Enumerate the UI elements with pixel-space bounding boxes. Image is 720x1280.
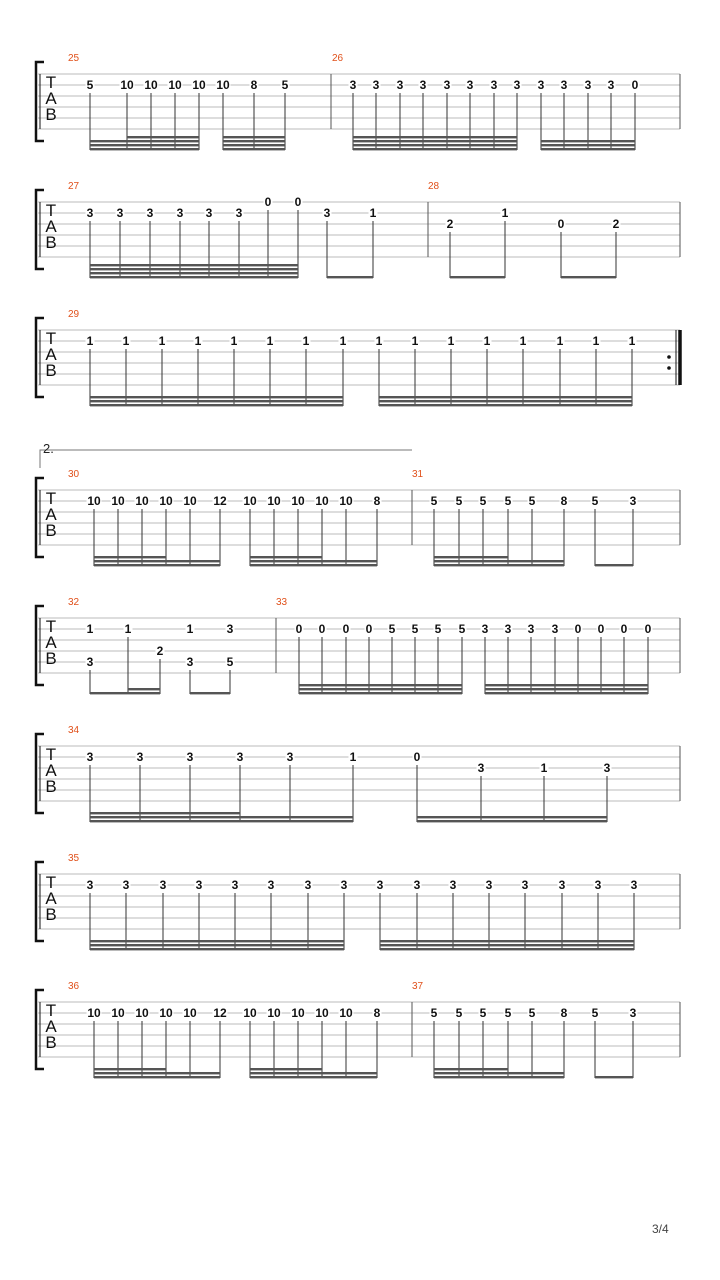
note-beam [595,564,633,566]
fret-number: 5 [528,494,536,508]
fret-number: 1 [447,334,455,348]
fret-number: 0 [294,195,302,209]
fret-number: 1 [158,334,166,348]
fret-number: 1 [375,334,383,348]
fret-number: 3 [136,750,144,764]
note-beam [379,404,632,406]
note-beam [561,276,616,278]
fret-number: 10 [192,78,206,92]
note-beam [250,560,377,562]
fret-number: 8 [560,1006,568,1020]
fret-number: 1 [186,622,194,636]
fret-number: 5 [591,494,599,508]
note-beam [190,692,230,694]
measure-number: 28 [428,181,440,192]
fret-number: 3 [419,78,427,92]
note-beam [434,564,564,566]
fret-number: 5 [504,494,512,508]
fret-number: 10 [111,1006,125,1020]
note-beam [541,148,635,150]
fret-number: 1 [86,622,94,636]
note-beam [90,264,298,266]
note-beam [90,400,343,402]
note-beam [90,820,353,822]
fret-number: 3 [551,622,559,636]
fret-number: 3 [504,622,512,636]
fret-number: 10 [243,494,257,508]
tab-clef-letter: B [45,361,57,380]
note-beam [353,148,517,150]
fret-number: 3 [340,878,348,892]
note-beam [541,140,635,142]
repeat-dot [667,366,671,370]
tab-clef-letter: B [45,905,57,924]
note-beam [94,1068,166,1070]
fret-number: 0 [597,622,605,636]
note-beam [380,944,634,946]
fret-number: 10 [159,1006,173,1020]
fret-number: 3 [86,655,94,669]
fret-number: 10 [216,78,230,92]
note-beam [299,688,462,690]
fret-number: 3 [176,206,184,220]
tab-clef-letter: T [45,489,57,508]
note-beam [90,140,199,142]
fret-number: 3 [226,622,234,636]
fret-number: 10 [168,78,182,92]
fret-number: 1 [302,334,310,348]
fret-number: 10 [339,494,353,508]
page-number: 3/4 [652,1222,669,1236]
fret-number: 0 [365,622,373,636]
fret-number: 3 [629,494,637,508]
fret-number: 10 [315,494,329,508]
note-beam [223,144,285,146]
fret-number: 3 [146,206,154,220]
note-beam [485,688,648,690]
fret-number: 3 [186,655,194,669]
fret-number: 3 [376,878,384,892]
fret-number: 1 [369,206,377,220]
note-beam [127,136,199,138]
note-beam [380,940,634,942]
fret-number: 3 [449,878,457,892]
fret-number: 3 [481,622,489,636]
note-beam [417,816,607,818]
note-beam [379,396,632,398]
note-beam [485,692,648,694]
measure-number: 32 [68,597,80,608]
fret-number: 8 [373,494,381,508]
fret-number: 3 [466,78,474,92]
fret-number: 3 [413,878,421,892]
fret-number: 5 [591,1006,599,1020]
tab-clef-letter: B [45,1033,57,1052]
note-beam [90,144,199,146]
fret-number: 0 [264,195,272,209]
fret-number: 5 [281,78,289,92]
note-beam [353,140,517,142]
fret-number: 3 [584,78,592,92]
measure-number: 37 [412,981,424,992]
note-beam [223,140,285,142]
fret-number: 3 [513,78,521,92]
fret-number: 3 [396,78,404,92]
note-beam [90,692,160,694]
fret-number: 5 [455,1006,463,1020]
fret-number: 1 [540,761,548,775]
repeat-dot [667,355,671,359]
fret-number: 3 [195,878,203,892]
note-beam [223,136,285,138]
note-beam [90,148,199,150]
note-beam [450,276,505,278]
tab-clef-letter: T [45,745,57,764]
fret-number: 3 [235,206,243,220]
note-beam [94,1076,220,1078]
fret-number: 10 [135,1006,149,1020]
fret-number: 3 [267,878,275,892]
fret-number: 10 [315,1006,329,1020]
fret-number: 2 [612,217,620,231]
fret-number: 3 [443,78,451,92]
note-beam [90,272,298,274]
fret-number: 0 [574,622,582,636]
fret-number: 10 [144,78,158,92]
fret-number: 3 [231,878,239,892]
measure-number: 34 [68,725,80,736]
tab-clef-letter: T [45,617,57,636]
note-beam [90,276,298,278]
fret-number: 10 [339,1006,353,1020]
fret-number: 3 [560,78,568,92]
note-beam [128,688,160,690]
fret-number: 12 [213,1006,227,1020]
note-beam [434,1072,564,1074]
fret-number: 10 [120,78,134,92]
note-beam [380,948,634,950]
tab-clef-letter: A [45,633,57,652]
note-beam [250,564,377,566]
fret-number: 5 [430,494,438,508]
note-beam [90,944,344,946]
fret-number: 12 [213,494,227,508]
measure-number: 25 [68,53,80,64]
fret-number: 10 [267,494,281,508]
fret-number: 5 [528,1006,536,1020]
tab-clef-letter: B [45,233,57,252]
fret-number: 3 [323,206,331,220]
note-beam [434,1076,564,1078]
fret-number: 10 [111,494,125,508]
note-beam [94,560,220,562]
tab-clef-letter: B [45,777,57,796]
fret-number: 3 [630,878,638,892]
note-beam [434,556,508,558]
tab-clef-letter: A [45,1017,57,1036]
fret-number: 1 [266,334,274,348]
fret-number: 1 [122,334,130,348]
tab-clef-letter: B [45,105,57,124]
tab-clef-letter: A [45,889,57,908]
fret-number: 1 [230,334,238,348]
fret-number: 0 [295,622,303,636]
measure-number: 36 [68,981,80,992]
fret-number: 0 [557,217,565,231]
fret-number: 3 [521,878,529,892]
fret-number: 8 [250,78,258,92]
fret-number: 3 [236,750,244,764]
fret-number: 3 [603,761,611,775]
fret-number: 3 [122,878,130,892]
fret-number: 3 [86,750,94,764]
note-beam [250,1068,322,1070]
note-beam [94,556,166,558]
note-beam [250,556,322,558]
note-beam [250,1072,377,1074]
fret-number: 3 [186,750,194,764]
measure-number: 35 [68,853,80,864]
fret-number: 3 [86,878,94,892]
note-beam [90,816,353,818]
fret-number: 0 [644,622,652,636]
note-beam [485,684,648,686]
fret-number: 10 [135,494,149,508]
note-beam [94,564,220,566]
fret-number: 5 [226,655,234,669]
note-beam [250,1076,377,1078]
note-beam [90,948,344,950]
measure-number: 31 [412,469,424,480]
fret-number: 3 [477,761,485,775]
note-beam [90,404,343,406]
fret-number: 2 [156,644,164,658]
tab-clef-letter: A [45,505,57,524]
fret-number: 8 [373,1006,381,1020]
note-beam [94,1072,220,1074]
tab-clef-letter: T [45,73,57,92]
fret-number: 1 [628,334,636,348]
fret-number: 0 [318,622,326,636]
fret-number: 5 [388,622,396,636]
fret-number: 1 [411,334,419,348]
tab-clef-letter: T [45,329,57,348]
fret-number: 1 [483,334,491,348]
measure-number: 27 [68,181,80,192]
fret-number: 1 [519,334,527,348]
fret-number: 3 [607,78,615,92]
note-beam [595,1076,633,1078]
note-beam [434,1068,508,1070]
note-beam [299,684,462,686]
fret-number: 5 [434,622,442,636]
measure-number: 30 [68,469,80,480]
fret-number: 0 [631,78,639,92]
tab-clef-letter: A [45,345,57,364]
fret-number: 10 [183,494,197,508]
fret-number: 10 [87,1006,101,1020]
note-beam [353,144,517,146]
fret-number: 2 [446,217,454,231]
measure-number: 33 [276,597,288,608]
fret-number: 3 [490,78,498,92]
note-beam [90,396,343,398]
fret-number: 3 [86,206,94,220]
fret-number: 1 [86,334,94,348]
note-beam [541,144,635,146]
fret-number: 1 [194,334,202,348]
fret-number: 5 [430,1006,438,1020]
fret-number: 10 [267,1006,281,1020]
fret-number: 5 [455,494,463,508]
fret-number: 10 [291,494,305,508]
note-beam [90,812,240,814]
fret-number: 3 [629,1006,637,1020]
fret-number: 1 [556,334,564,348]
fret-number: 1 [349,750,357,764]
fret-number: 3 [349,78,357,92]
fret-number: 3 [304,878,312,892]
fret-number: 3 [485,878,493,892]
note-beam [223,148,285,150]
fret-number: 5 [479,1006,487,1020]
fret-number: 3 [537,78,545,92]
note-beam [327,276,373,278]
fret-number: 1 [124,622,132,636]
tab-clef-letter: B [45,521,57,540]
tab-clef-letter: B [45,649,57,668]
fret-number: 0 [413,750,421,764]
fret-number: 10 [291,1006,305,1020]
fret-number: 5 [411,622,419,636]
note-beam [299,692,462,694]
tab-clef-letter: A [45,761,57,780]
tab-clef-letter: A [45,217,57,236]
fret-number: 1 [501,206,509,220]
note-beam [90,940,344,942]
fret-number: 3 [527,622,535,636]
fret-number: 3 [372,78,380,92]
fret-number: 8 [560,494,568,508]
volta-bracket [40,450,412,468]
fret-number: 0 [620,622,628,636]
fret-number: 5 [479,494,487,508]
tab-clef-letter: A [45,89,57,108]
note-beam [90,268,298,270]
fret-number: 0 [342,622,350,636]
fret-number: 3 [286,750,294,764]
fret-number: 5 [458,622,466,636]
tab-clef-letter: T [45,873,57,892]
fret-number: 3 [116,206,124,220]
note-beam [417,820,607,822]
fret-number: 3 [558,878,566,892]
note-beam [353,136,517,138]
fret-number: 3 [205,206,213,220]
fret-number: 10 [183,1006,197,1020]
fret-number: 5 [86,78,94,92]
measure-number: 26 [332,53,344,64]
fret-number: 1 [592,334,600,348]
tab-clef-letter: T [45,1001,57,1020]
note-beam [434,560,564,562]
fret-number: 3 [159,878,167,892]
tab-clef-letter: T [45,201,57,220]
fret-number: 10 [87,494,101,508]
fret-number: 10 [243,1006,257,1020]
volta-label: 2. [43,441,54,456]
measure-number: 29 [68,309,80,320]
note-beam [379,400,632,402]
fret-number: 5 [504,1006,512,1020]
fret-number: 1 [339,334,347,348]
fret-number: 10 [159,494,173,508]
fret-number: 3 [594,878,602,892]
